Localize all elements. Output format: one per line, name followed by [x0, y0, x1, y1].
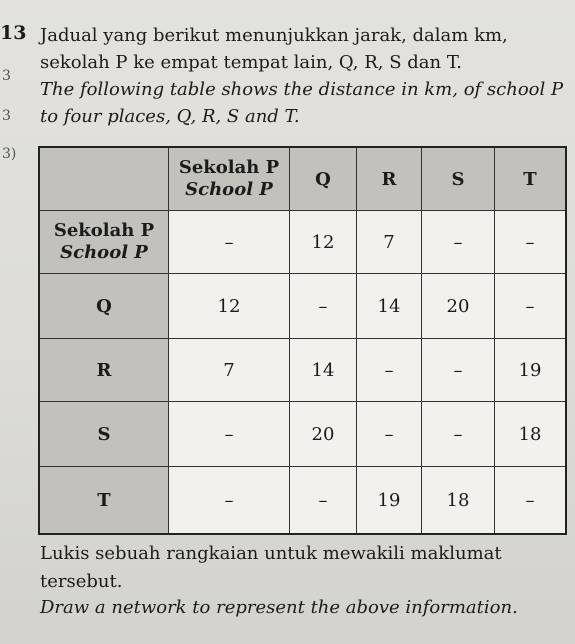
margin-mark: 3 [2, 68, 11, 84]
table-cell: – [422, 211, 495, 274]
margin-mark: 3) [2, 146, 17, 162]
column-header-school-p [169, 147, 290, 211]
table-cell: 12 [290, 211, 357, 274]
column-header-s: S [422, 147, 495, 211]
table-row [39, 339, 566, 402]
table-cell: – [290, 274, 357, 339]
instruction-english: Draw a network to represent the above information. [40, 597, 518, 618]
column-header-r: R [357, 147, 422, 211]
table-cell: 18 [422, 467, 495, 535]
table-cell: 7 [169, 339, 290, 402]
question-text-english: The following table shows the distance in km, of school P to four places, Q, R, S and T. [40, 79, 564, 127]
table-cell: – [169, 467, 290, 535]
row-header-school-p [39, 211, 169, 274]
row-header-label-en: School P [60, 242, 148, 263]
table-cell: 20 [422, 274, 495, 339]
instruction-malay: Lukis sebuah rangkaian untuk mewakili maklumat tersebut. [40, 543, 502, 592]
table-cell: – [422, 339, 495, 402]
table-row [39, 467, 566, 535]
table-cell: – [422, 402, 495, 467]
table-cell: 20 [290, 402, 357, 467]
table-cell: – [357, 339, 422, 402]
table-row [39, 211, 566, 274]
table-cell: 19 [357, 467, 422, 535]
table-cell: – [495, 467, 567, 535]
row-header-r: R [39, 339, 169, 402]
table-cell: 18 [495, 402, 567, 467]
table-cell: – [290, 467, 357, 535]
column-header-label-en: School P [185, 179, 273, 200]
table-header-row [39, 147, 566, 211]
table-cell: 7 [357, 211, 422, 274]
table-cell: 12 [169, 274, 290, 339]
question-text-malay: Jadual yang berikut menunjukkan jarak, dalam km, sekolah P ke empat tempat lain, Q, R, S dan T. [40, 25, 508, 73]
table-cell: – [169, 402, 290, 467]
column-header-label-ms: Sekolah P [178, 157, 280, 178]
row-header-t: T [39, 467, 169, 535]
table-cell: – [495, 274, 567, 339]
table-row [39, 402, 566, 467]
row-header-q: Q [39, 274, 169, 339]
table-cell: 14 [357, 274, 422, 339]
row-header-label-ms: Sekolah P [53, 220, 155, 241]
question-number: 13 [0, 22, 27, 44]
row-header-s: S [39, 402, 169, 467]
table-cell: 14 [290, 339, 357, 402]
distance-table [38, 146, 567, 535]
column-header-q: Q [290, 147, 357, 211]
table-cell: – [169, 211, 290, 274]
margin-mark: 3 [2, 108, 11, 124]
table-cell: 19 [495, 339, 567, 402]
table-row [39, 274, 566, 339]
column-header-t: T [495, 147, 567, 211]
table-cell: – [495, 211, 567, 274]
table-corner-cell [39, 147, 169, 211]
table-cell: – [357, 402, 422, 467]
